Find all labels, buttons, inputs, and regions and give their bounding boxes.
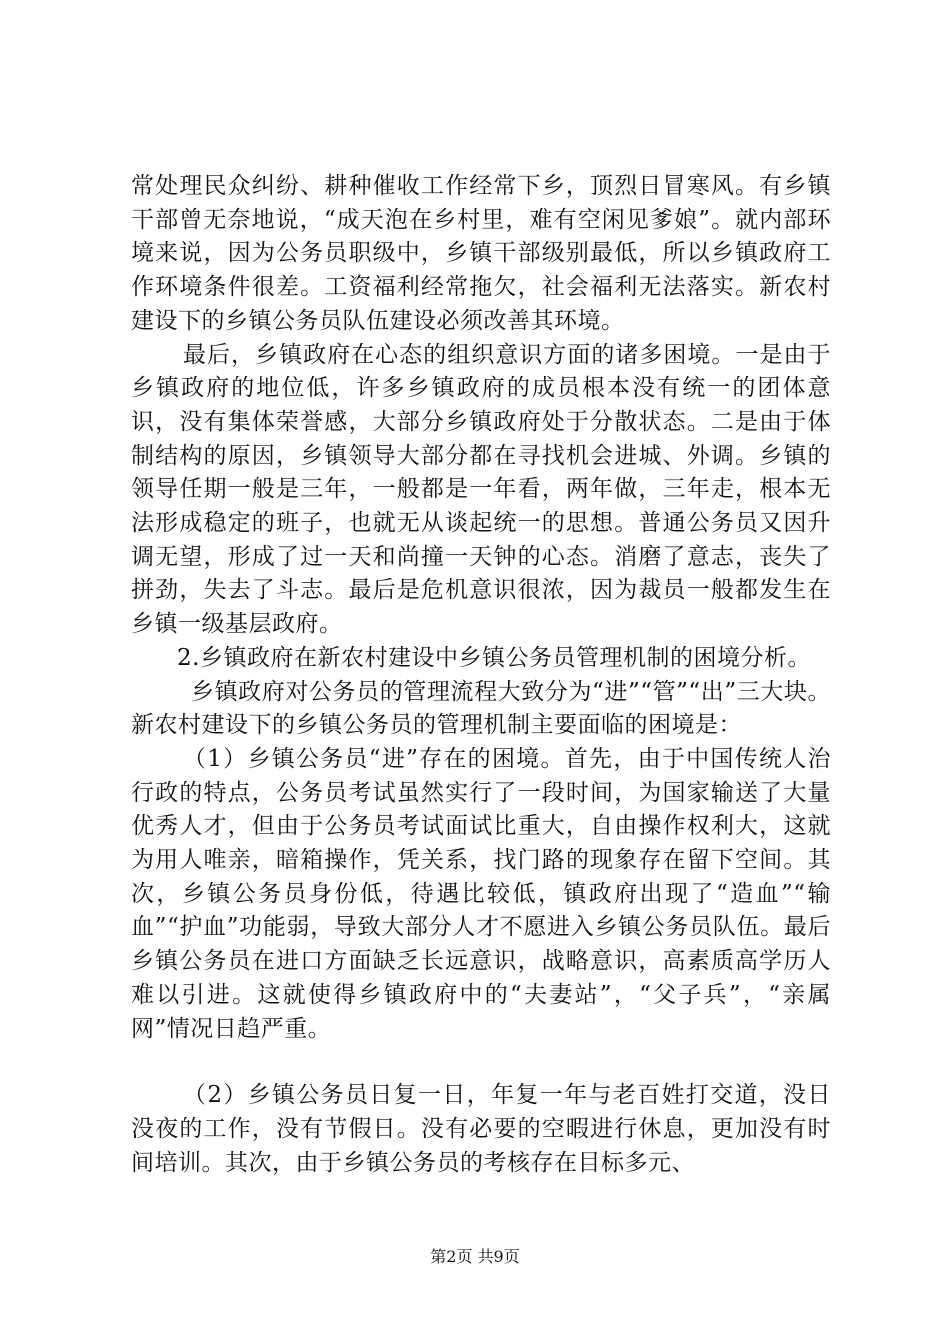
paragraph-daily-work: （2）乡镇公务员日复一日，年复一年与老百姓打交道，没日没夜的工作，没有节假日。没有必要的空暇进行休息，更加没有时间培训。其次，由于乡镇公务员的考核存在目标多元、 bbox=[131, 1082, 831, 1176]
document-body bbox=[131, 170, 831, 1180]
paragraph-process: 乡镇政府对公务员的管理流程大致分为“进”“管”“出”三大块。新农村建设下的乡镇公务员的管理机制主要面临的困境是： bbox=[131, 678, 831, 739]
paragraph-gap bbox=[131, 1046, 831, 1079]
section-heading-management: 2.乡镇政府在新农村建设中乡镇公务员管理机制的困境分析。 bbox=[177, 644, 811, 671]
paragraph-entry: （1）乡镇公务员“进”存在的困境。首先，由于中国传统人治行政的特点，公务员考试虽然实行了一段时间，为国家输送了大量优秀人才，但由于公务员考试面试比重大，自由操作权利大，这就为用人唯亲，暗箱操作，凭关系，找门路的现象存在留下空间。其次，乡镇公务员身份低，待遇比较低，镇政府出现了“造血”“输血”“护血”功能弱，导致大部分人才不愿进入乡镇公务员队伍。最后乡镇公务员在进口方面缺乏长远意识，战略意识，高素质高学历人难以引进。这就使得乡镇政府中的“夫妻站”，“父子兵”，“亲属网”情况日趋严重。 bbox=[131, 745, 831, 1042]
page-footer: 第2页 共9页 bbox=[430, 1247, 520, 1266]
paragraph-environment: 常处理民众纠纷、耕种催收工作经常下乡，顶烈日冒寒风。有乡镇干部曾无奈地说，“成天泡在乡村里，难有空闲见爹娘”。就内部环境来说，因为公务员职级中，乡镇干部级别最低，所以乡镇政府工作环境条件很差。工资福利经常拖欠，社会福利无法落实。新农村建设下的乡镇公务员队伍建设必须改善其环境。 bbox=[131, 173, 831, 334]
paragraph-mindset: 最后，乡镇政府在心态的组织意识方面的诸多困境。一是由于乡镇政府的地位低，许多乡镇政府的成员根本没有统一的团体意识，没有集体荣誉感，大部分乡镇政府处于分散状态。二是由于体制结构的原因，乡镇领导大部分都在寻找机会进城、外调。乡镇的领导任期一般是三年，一般都是一年看，两年做，三年走，根本无法形成稳定的班子，也就无从谈起统一的思想。普通公务员又因升调无望，形成了过一天和尚撞一天钟的心态。消磨了意志，丧失了拼劲，失去了斗志。最后是危机意识很浓，因为裁员一般都发生在乡镇一级基层政府。 bbox=[131, 341, 831, 638]
